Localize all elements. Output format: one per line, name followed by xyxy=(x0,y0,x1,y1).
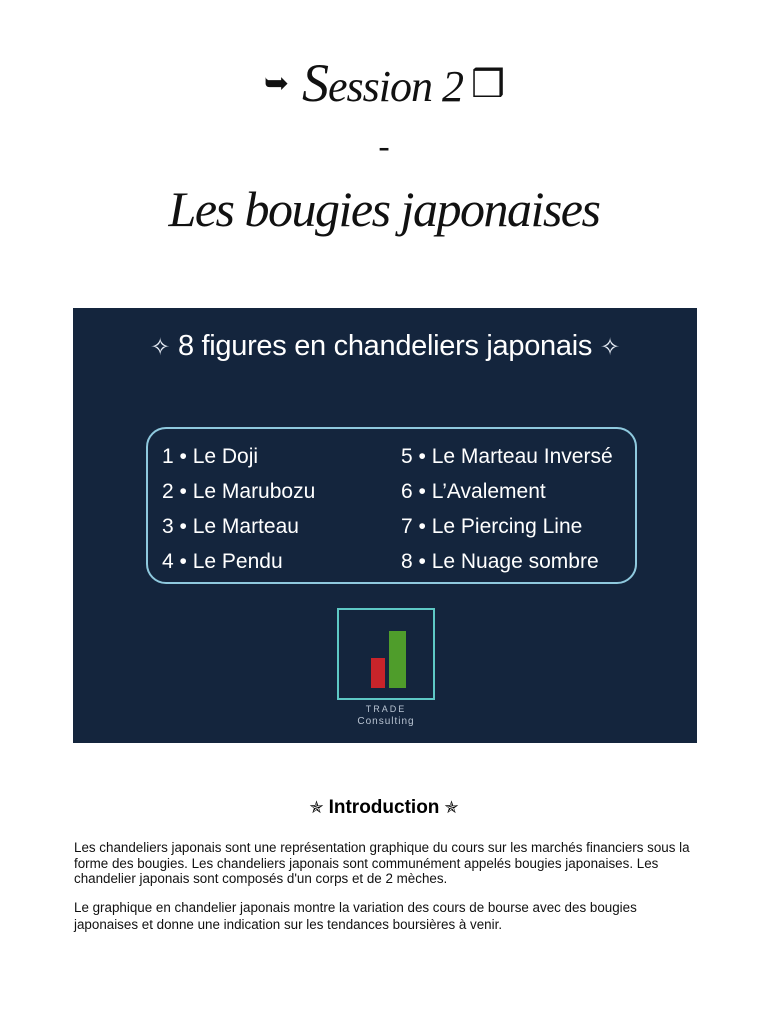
figures-list-box xyxy=(146,427,637,584)
intro-heading-text: Introduction xyxy=(328,797,440,818)
session-initial: S xyxy=(302,53,329,113)
logo-bar-green xyxy=(389,631,406,688)
banner-heading-text: 8 figures en chandeliers japonais xyxy=(177,330,593,362)
sparkle-icon-right: ✧ xyxy=(600,334,620,361)
figure-item: 2 • Le Marubozu xyxy=(162,480,316,503)
intro-heading xyxy=(0,797,768,819)
star-icon-right: ✯ xyxy=(444,798,459,817)
figure-item: 6 • L’Avalement xyxy=(401,480,546,503)
figure-item: 4 • Le Pendu xyxy=(162,550,283,573)
figure-item: 7 • Le Piercing Line xyxy=(401,515,583,538)
banner-heading xyxy=(73,330,697,363)
figure-item: 3 • Le Marteau xyxy=(162,515,299,538)
star-icon-left: ✯ xyxy=(309,798,324,817)
session-title xyxy=(0,52,768,114)
arrow-icon: ➥ xyxy=(263,67,289,100)
figures-column-right xyxy=(401,439,613,579)
title-separator: - xyxy=(378,128,390,165)
figure-item: 5 • Le Marteau Inversé xyxy=(401,445,613,468)
logo-text-consulting: Consulting xyxy=(357,716,415,727)
intro-paragraph-1: Les chandeliers japonais sont une représentation graphique du cours sur les marchés financiers sous la forme des bougies. Les chandeliers japonais sont communément appelés bougies japonaises. Les chandelier japonais sont composés d'un corps et de 2 mèches. xyxy=(74,840,690,886)
intro-paragraph-2: Le graphique en chandelier japonais montre la variation des cours de bourse avec des bougies japonaises et donne une indication sur les tendances boursières à venir. xyxy=(74,900,637,932)
sparkle-icon-left: ✧ xyxy=(150,334,170,361)
box-icon: ❒ xyxy=(471,64,505,106)
logo-text-trade: TRADE xyxy=(365,704,407,714)
figure-item: 8 • Le Nuage sombre xyxy=(401,550,599,573)
page-subtitle: Les bougies japonaises xyxy=(168,181,600,237)
session-label: ession 2 xyxy=(328,62,464,111)
trade-consulting-logo xyxy=(337,608,435,700)
figure-item: 1 • Le Doji xyxy=(162,445,259,468)
logo-bar-red xyxy=(371,658,385,688)
figures-column-left xyxy=(162,439,315,579)
figures-banner-image xyxy=(73,308,697,743)
